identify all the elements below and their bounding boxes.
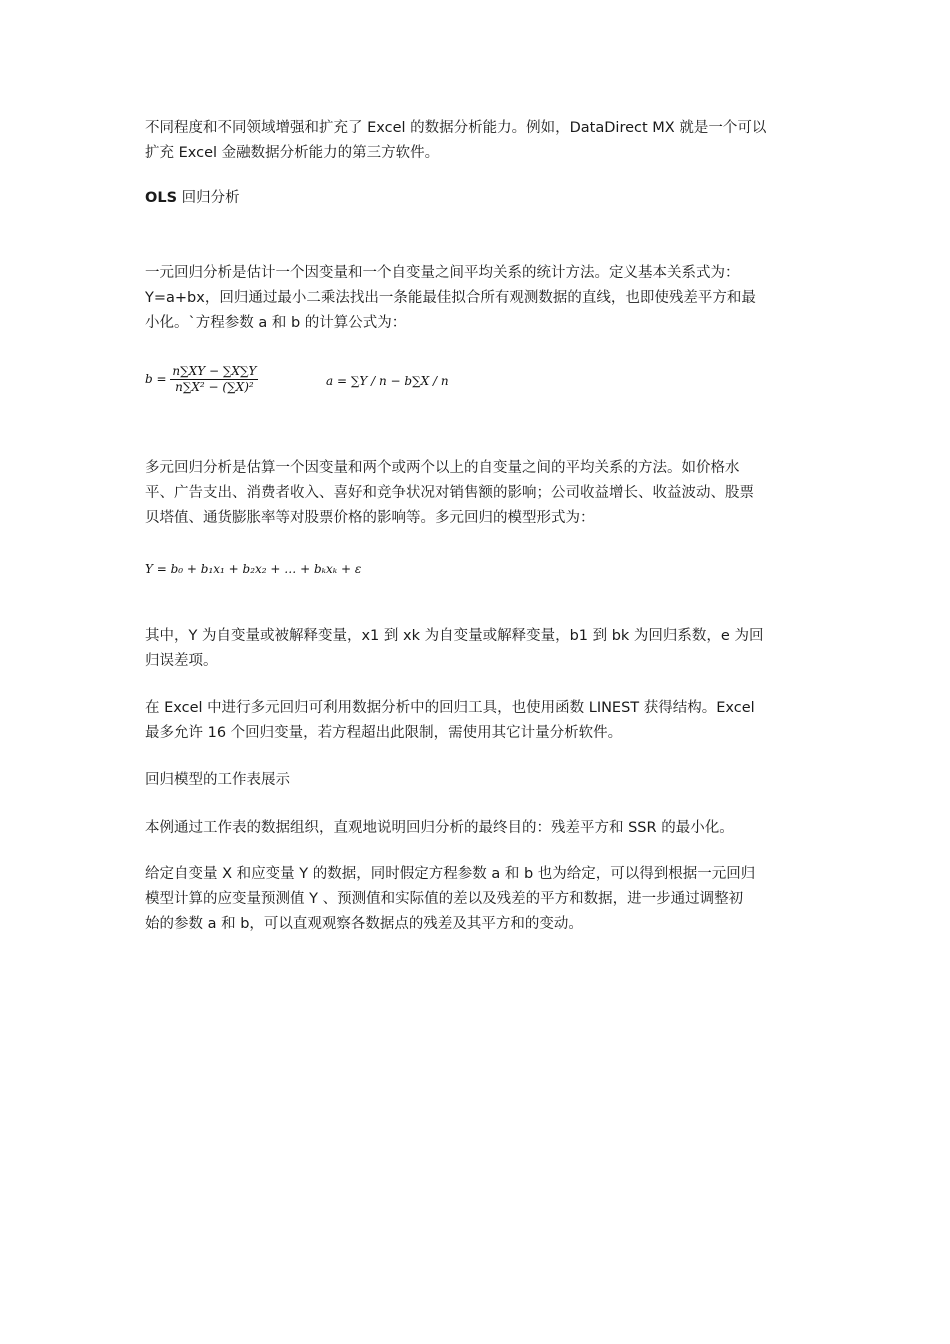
text-line: 一元回归分析是估计一个因变量和一个自变量之间平均关系的统计方法。定义基本关系式为： — [145, 265, 740, 281]
paragraph-multiple-regression — [145, 456, 810, 531]
text-line: 归误差项。 — [145, 653, 218, 669]
text-line: 回归模型的工作表展示 — [145, 772, 290, 788]
text-line: 多元回归分析是估算一个因变量和两个或两个以上的自变量之间的平均关系的方法。如价格水 — [145, 460, 740, 476]
text-line: 本例通过工作表的数据组织，直观地说明回归分析的最终目的：残差平方和 SSR 的最小化。 — [145, 820, 734, 836]
formula-b-fraction — [170, 364, 258, 395]
text-line: 小化。`方程参数 a 和 b 的计算公式为： — [145, 315, 407, 331]
formula-b-numerator: n∑XY − ∑X∑Y — [172, 364, 257, 378]
text-line: 模型计算的应变量预测值 Y 、预测值和实际值的差以及残差的平方和数据，进一步通过调整初 — [145, 891, 744, 907]
paragraph-simple-regression — [145, 261, 810, 336]
paragraph-excel-linest — [145, 696, 810, 746]
text-line: 其中，Y 为自变量或被解释变量，x1 到 xk 为自变量或解释变量，b1 到 bk 为回归系数，e 为回 — [145, 628, 764, 644]
paragraph-excel-intro — [145, 116, 810, 166]
text-line: 给定自变量 X 和应变量 Y 的数据，同时假定方程参数 a 和 b 也为给定，可以得到根据一元回归 — [145, 866, 756, 882]
paragraph-worksheet-heading — [145, 768, 810, 793]
text-line: 贝塔值、通货膨胀率等对股票价格的影响等。多元回归的模型形式为： — [145, 510, 595, 526]
formula-b — [145, 364, 258, 395]
heading-bold-text: OLS — [145, 190, 178, 206]
text-line: 不同程度和不同领域增强和扩充了 Excel 的数据分析能力。例如，DataDirect MX 就是一个可以 — [145, 120, 767, 136]
text-line: 最多允许 16 个回归变量，若方程超出此限制，需使用其它计量分析软件。 — [145, 725, 623, 741]
text-line: 扩充 Excel 金融数据分析能力的第三方软件。 — [145, 145, 440, 161]
text-line: 始的参数 a 和 b，可以直观观察各数据点的残差及其平方和的变动。 — [145, 916, 583, 932]
heading-text: 回归分析 — [177, 190, 240, 206]
paragraph-variable-definitions — [145, 624, 810, 674]
formula-b-lhs: b = — [145, 372, 167, 386]
formula-b-denominator: n∑X² − (∑X)² — [175, 380, 254, 394]
paragraph-given-data — [145, 862, 810, 937]
text-line: Y=a+bx，回归通过最小二乘法找出一条能最佳拟合所有观测数据的直线，也即使残差平方和最 — [145, 290, 756, 306]
section-heading-ols — [145, 186, 810, 211]
text-line: 在 Excel 中进行多元回归可利用数据分析中的回归工具，也使用函数 LINEST 获得结构。Excel — [145, 700, 755, 716]
formula-a: a = ∑Y / n − b∑X / n — [326, 374, 449, 388]
text-line: 平、广告支出、消费者收入、喜好和竞争状况对销售额的影响；公司收益增长、收益波动、股票 — [145, 485, 754, 501]
formula-multiple-regression: Y = b₀ + b₁x₁ + b₂x₂ + … + bₖxₖ + ε — [145, 562, 362, 576]
paragraph-ssr — [145, 816, 810, 841]
